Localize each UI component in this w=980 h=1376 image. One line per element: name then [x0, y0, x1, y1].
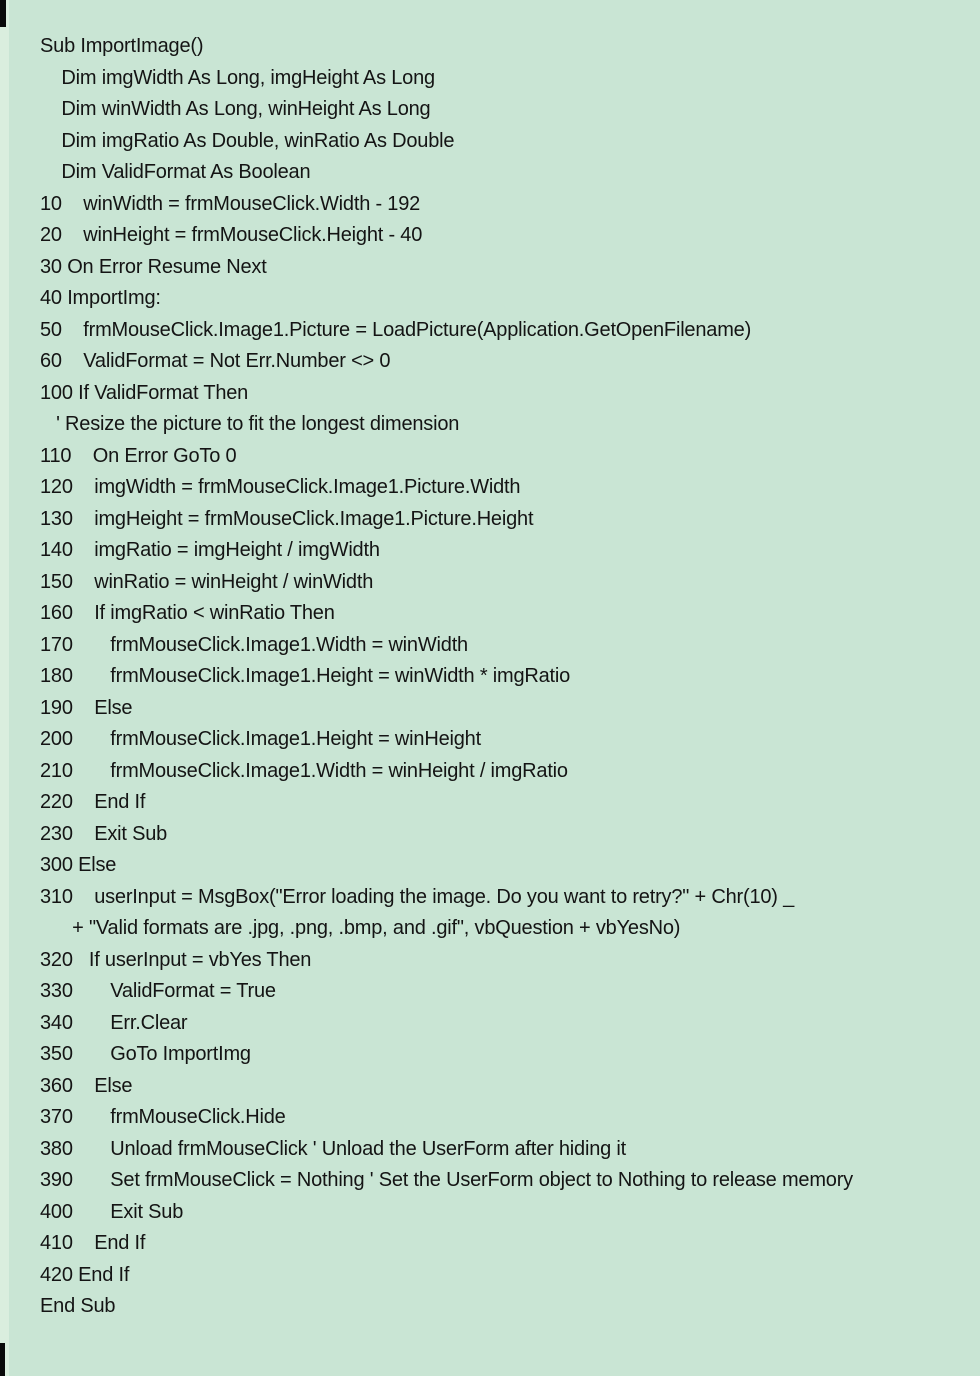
code-line: 170 frmMouseClick.Image1.Width = winWidth [40, 633, 468, 656]
code-line: 10 winWidth = frmMouseClick.Width - 192 [40, 192, 421, 215]
code-line: 380 Unload frmMouseClick ' Unload the UserForm after hiding it [40, 1137, 627, 1160]
code-line: 190 Else [40, 696, 133, 719]
code-line: 360 Else [40, 1074, 133, 1097]
bottom-left-black-mark [0, 1343, 5, 1376]
code-line: 130 imgHeight = frmMouseClick.Image1.Picture.Height [40, 507, 534, 530]
code-line: 60 ValidFormat = Not Err.Number <> 0 [40, 350, 391, 372]
code-line: 210 frmMouseClick.Image1.Width = winHeight / imgRatio [40, 759, 568, 782]
code-line: 140 imgRatio = imgHeight / imgWidth [40, 539, 380, 561]
top-left-black-mark [0, 0, 6, 27]
code-line: 200 frmMouseClick.Image1.Height = winHeight [40, 728, 481, 750]
code-line: 40 ImportImg: [40, 287, 161, 309]
code-line: End Sub [40, 1295, 116, 1317]
code-line: 400 Exit Sub [40, 1200, 184, 1223]
vba-code-listing [40, 31, 970, 1323]
code-line: 230 Exit Sub [40, 822, 168, 845]
code-line: 20 winHeight = frmMouseClick.Height - 40 [40, 224, 423, 246]
code-line: 340 Err.Clear [40, 1011, 188, 1034]
code-line: 180 frmMouseClick.Image1.Height = winWidth * imgRatio [40, 665, 571, 687]
code-line: 350 GoTo ImportImg [40, 1043, 251, 1065]
code-line: 120 imgWidth = frmMouseClick.Image1.Picture.Width [40, 476, 521, 498]
code-line: ' Resize the picture to fit the longest dimension [40, 413, 460, 435]
code-line: 420 End If [40, 1263, 130, 1286]
code-line: Dim winWidth As Long, winHeight As Long [40, 98, 431, 120]
code-line: 390 Set frmMouseClick = Nothing ' Set the UserForm object to Nothing to release memory [40, 1169, 853, 1191]
code-line: 370 frmMouseClick.Hide [40, 1106, 286, 1128]
code-line: Dim ValidFormat As Boolean [40, 161, 311, 183]
code-line: 160 If imgRatio < winRatio Then [40, 602, 335, 624]
code-line: 30 On Error Resume Next [40, 255, 267, 278]
code-line: 320 If userInput = vbYes Then [40, 948, 312, 971]
code-line: Sub ImportImage() [40, 35, 204, 57]
code-line: 310 userInput = MsgBox("Error loading the image. Do you want to retry?" + Chr(10) _ [40, 885, 795, 908]
code-line: Dim imgWidth As Long, imgHeight As Long [40, 66, 435, 89]
code-line: Dim imgRatio As Double, winRatio As Double [40, 129, 455, 152]
code-line: 300 Else [40, 854, 117, 876]
code-line: 110 On Error GoTo 0 [40, 444, 237, 467]
code-line: 330 ValidFormat = True [40, 980, 276, 1002]
code-line: 220 End If [40, 791, 146, 813]
code-line: 410 End If [40, 1232, 146, 1254]
page-left-edge [0, 0, 9, 1376]
code-line: 150 winRatio = winHeight / winWidth [40, 570, 374, 593]
code-line: + "Valid formats are .jpg, .png, .bmp, and .gif", vbQuestion + vbYesNo) [40, 917, 681, 939]
code-line: 50 frmMouseClick.Image1.Picture = LoadPicture(Application.GetOpenFilename) [40, 318, 752, 341]
code-line: 100 If ValidFormat Then [40, 381, 249, 404]
